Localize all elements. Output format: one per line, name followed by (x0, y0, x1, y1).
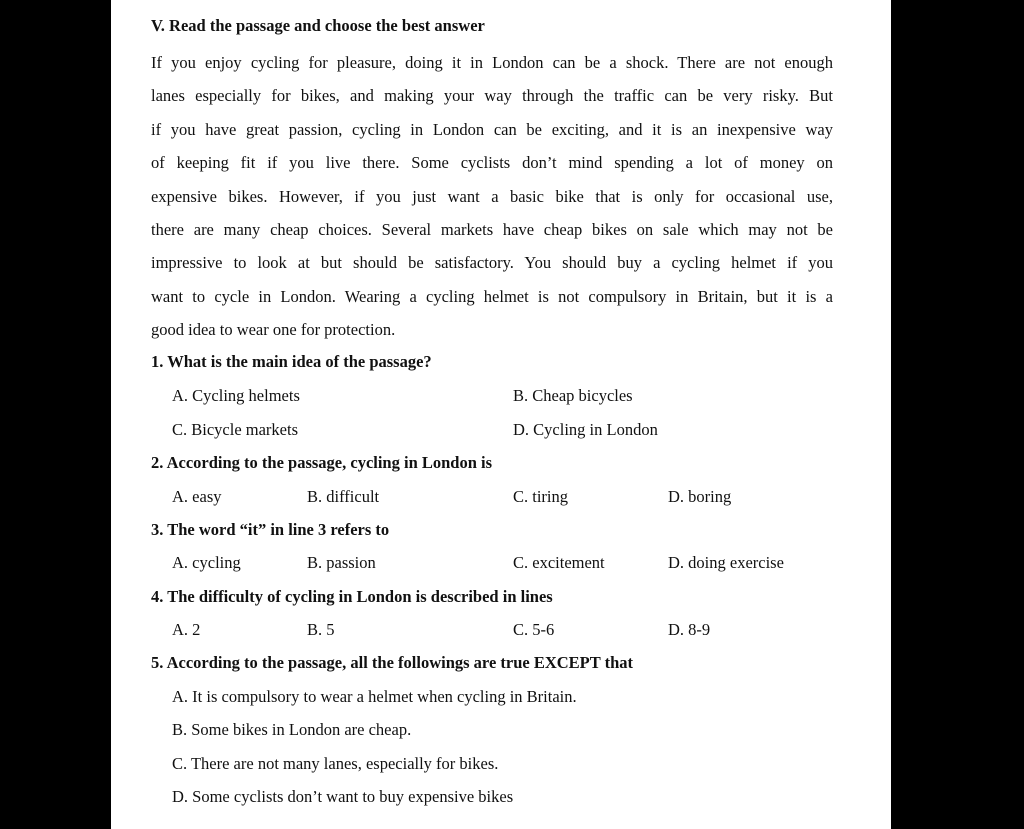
question-5-stem: 5. According to the passage, all the followings are true EXCEPT that (151, 653, 634, 672)
question-5-option-b[interactable]: B. Some bikes in London are cheap. (172, 720, 412, 739)
question-5-option-d[interactable]: D. Some cyclists don’t want to buy expensive bikes (172, 787, 514, 806)
question-1-stem: 1. What is the main idea of the passage? (151, 352, 432, 371)
question-2-stem: 2. According to the passage, cycling in London is (151, 453, 493, 472)
passage-line: impressive to look at but should be satisfactory. You should buy a cycling helmet if you (151, 253, 833, 273)
question-5-option-a[interactable]: A. It is compulsory to wear a helmet when cycling in Britain. (172, 687, 577, 706)
question-4-option-c[interactable]: C. 5-6 (513, 620, 555, 639)
passage-line: of keeping fit if you live there. Some cyclists don’t mind spending a lot of money on (151, 153, 833, 173)
question-1-option-c[interactable]: C. Bicycle markets (172, 420, 299, 439)
question-3-option-b[interactable]: B. passion (307, 553, 376, 572)
question-4-option-a[interactable]: A. 2 (172, 620, 201, 639)
question-1-option-b[interactable]: B. Cheap bicycles (513, 386, 633, 405)
question-1-option-d[interactable]: D. Cycling in London (513, 420, 658, 439)
passage-line: if you have great passion, cycling in London can be exciting, and it is an inexpensive way (151, 119, 833, 139)
passage-line: there are many cheap choices. Several markets have cheap bikes on sale which may not be (151, 219, 833, 239)
question-4-option-d[interactable]: D. 8-9 (668, 620, 711, 639)
passage-line: If you enjoy cycling for pleasure, doing it in London can be a shock. There are not enough (151, 53, 833, 72)
question-2-option-c[interactable]: C. tiring (513, 487, 569, 506)
passage-line: expensive bikes. However, if you just want a basic bike that is only for occasional use, (151, 186, 833, 206)
question-4-option-b[interactable]: B. 5 (307, 620, 335, 639)
worksheet-page (111, 0, 891, 829)
question-2-option-d[interactable]: D. boring (668, 487, 732, 506)
passage-line: want to cycle in London. Wearing a cycling helmet is not compulsory in Britain, but it is a (151, 286, 833, 306)
question-5-option-c[interactable]: C. There are not many lanes, especially for bikes. (172, 754, 499, 773)
question-3-option-c[interactable]: C. excitement (513, 553, 605, 572)
section-title: V. Read the passage and choose the best answer (151, 16, 485, 35)
question-1-option-a[interactable]: A. Cycling helmets (172, 386, 300, 405)
question-2-option-b[interactable]: B. difficult (307, 487, 380, 506)
passage-line: good idea to wear one for protection. (151, 320, 396, 340)
passage-line: lanes especially for bikes, and making your way through the traffic can be very risky. But (151, 86, 833, 106)
question-2-option-a[interactable]: A. easy (172, 487, 222, 506)
question-3-option-d[interactable]: D. doing exercise (668, 553, 784, 572)
question-3-stem: 3. The word “it” in line 3 refers to (151, 520, 390, 539)
reading-passage (151, 46, 833, 347)
question-3-option-a[interactable]: A. cycling (172, 553, 241, 572)
question-4-stem: 4. The difficulty of cycling in London is described in lines (151, 587, 553, 606)
